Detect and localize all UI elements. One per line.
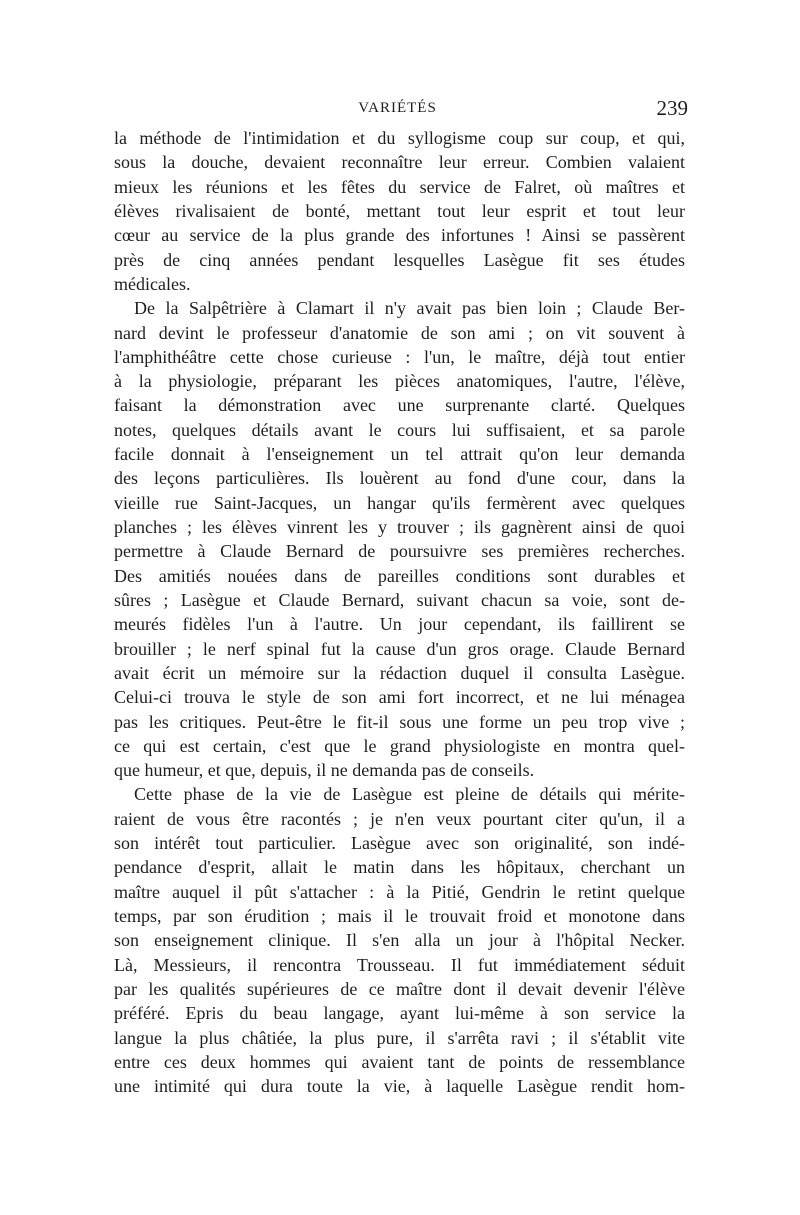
text-line: langue la plus châtiée, la plus pure, il s'arrêta ravi ; il s'établit vite — [114, 1027, 685, 1048]
text-line: avait écrit un mémoire sur la rédaction duquel il consulta Lasègue. — [114, 662, 685, 683]
text-line: notes, quelques détails avant le cours lui suffisaient, et sa parole — [114, 419, 685, 440]
text-line: entre ces deux hommes qui avaient tant de points de ressemblance — [114, 1051, 685, 1072]
running-title: VARIÉTÉS — [358, 100, 437, 116]
text-line: De la Salpêtrière à Clamart il n'y avait pas bien loin ; Claude Ber- — [134, 298, 685, 319]
text-line: sous la douche, devaient reconnaître leur erreur. Combien valaient — [114, 152, 685, 173]
text-line: faisant la démonstration avec une surprenante clarté. Quelques — [114, 395, 685, 416]
text-line: temps, par son érudition ; mais il le trouvait froid et monotone dans — [114, 906, 685, 926]
text-line: nard devint le professeur d'anatomie de son ami ; on vit souvent à — [114, 322, 685, 343]
text-line: l'amphithéâtre cette chose curieuse : l'un, le maître, déjà tout entier — [114, 346, 685, 367]
body-text — [114, 126, 685, 1099]
text-line: près de cinq années pendant lesquelles Lasègue fit ses études — [114, 249, 685, 270]
text-line: ce qui est certain, c'est que le grand physiologiste en montra quel- — [114, 735, 685, 756]
text-line: meurés fidèles l'un à l'autre. Un jour cependant, ils faillirent se — [114, 614, 685, 635]
text-line: que humeur, et que, depuis, il ne demanda pas de conseils. — [114, 760, 535, 781]
text-line: maître auquel il pût s'attacher : à la Pitié, Gendrin le retint quelque — [114, 881, 685, 902]
running-head — [110, 96, 688, 126]
text-line: vieille rue Saint-Jacques, un hangar qu'ils fermèrent avec quelques — [114, 492, 685, 513]
text-line: planches ; les élèves vinrent les y trouver ; ils gagnèrent ainsi de quoi — [114, 517, 685, 537]
text-line: pendance d'esprit, allait le matin dans les hôpitaux, cherchant un — [114, 857, 685, 878]
text-line: permettre à Claude Bernard de poursuivre ses premières recherches. — [114, 541, 685, 562]
text-line: mieux les réunions et les fêtes du service de Falret, où maîtres et — [114, 176, 685, 197]
text-line: une intimité qui dura toute la vie, à laquelle Lasègue rendit hom- — [114, 1076, 685, 1097]
text-line: Celui-ci trouva le style de son ami fort incorrect, et ne lui ménagea — [114, 687, 685, 708]
text-line: Là, Messieurs, il rencontra Trousseau. Il fut immédiatement séduit — [114, 954, 685, 975]
text-line: la méthode de l'intimidation et du syllogisme coup sur coup, et qui, — [114, 128, 685, 148]
text-line: à la physiologie, préparant les pièces anatomiques, l'autre, l'élève, — [114, 371, 685, 392]
text-line: son intérêt tout particulier. Lasègue avec son originalité, son indé- — [114, 833, 685, 854]
text-line: son enseignement clinique. Il s'en alla un jour à l'hôpital Necker. — [114, 930, 685, 951]
text-line: Cette phase de la vie de Lasègue est pleine de détails qui mérite- — [134, 784, 685, 805]
text-line: médicales. — [114, 273, 191, 294]
page-number: 239 — [656, 96, 688, 120]
text-line: brouiller ; le nerf spinal fut la cause d'un gros orage. Claude Bernard — [114, 638, 685, 659]
text-line: sûres ; Lasègue et Claude Bernard, suivant chacun sa voie, sont de- — [114, 589, 685, 610]
text-line: facile donnait à l'enseignement un tel attrait qu'on leur demanda — [114, 444, 685, 465]
text-line: pas les critiques. Peut-être le fit-il sous une forme un peu trop vive ; — [114, 711, 685, 732]
text-line: préféré. Epris du beau langage, ayant lui-même à son service la — [114, 1003, 685, 1024]
text-line: cœur au service de la plus grande des infortunes ! Ainsi se passèrent — [114, 225, 685, 246]
text-line: raient de vous être racontés ; je n'en veux pourtant citer qu'un, il a — [114, 808, 685, 829]
text-line: par les qualités supérieures de ce maître dont il devait devenir l'élève — [114, 978, 685, 999]
text-line: Des amitiés nouées dans de pareilles conditions sont durables et — [114, 565, 685, 586]
text-line: des leçons particulières. Ils louèrent au fond d'une cour, dans la — [114, 468, 685, 489]
text-line: élèves rivalisaient de bonté, mettant tout leur esprit et tout leur — [114, 200, 685, 221]
